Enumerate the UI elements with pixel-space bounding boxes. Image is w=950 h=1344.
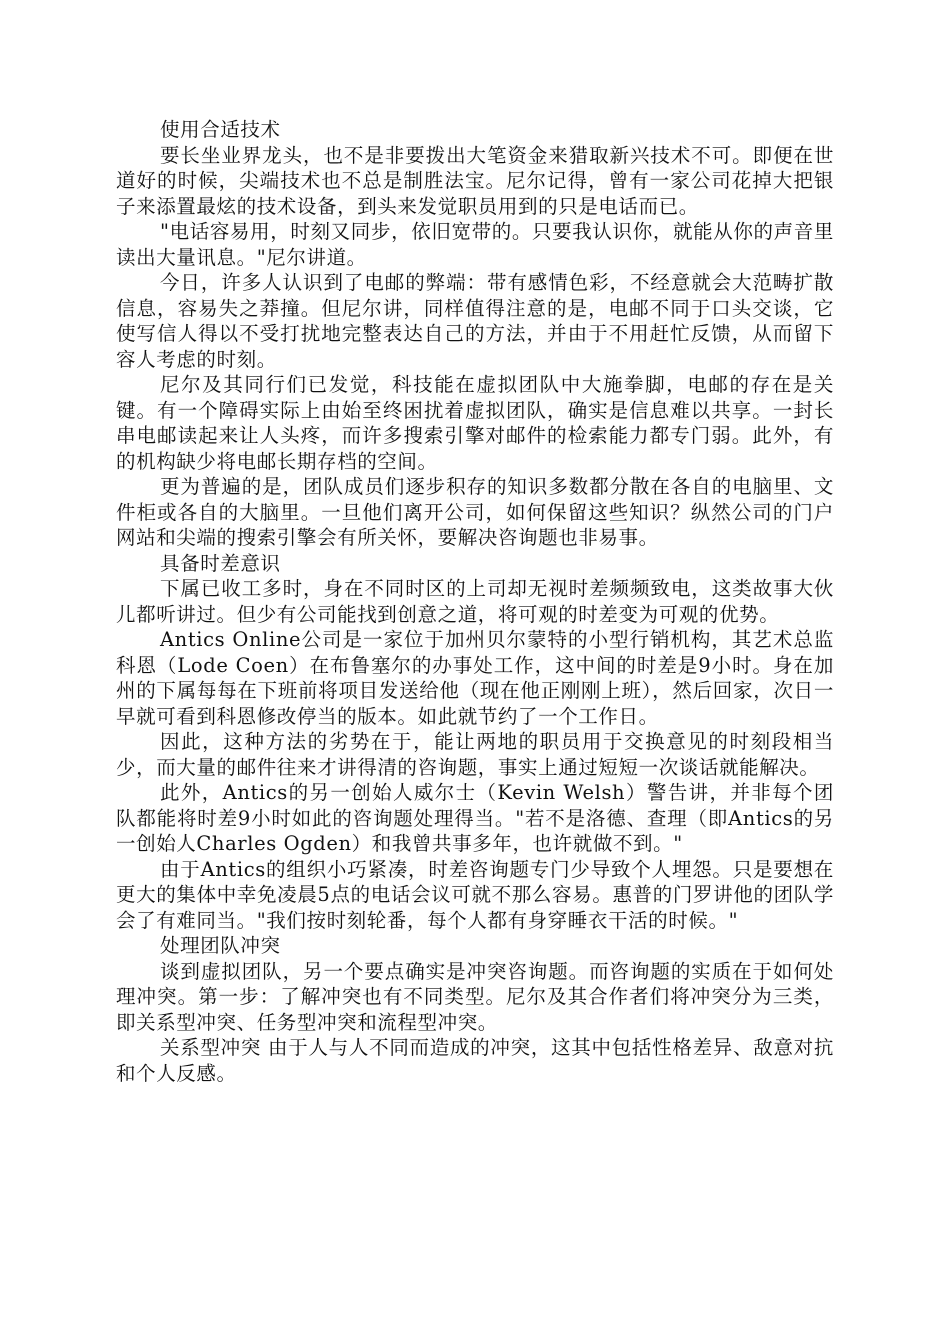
body-paragraph: 由于Antics的组织小巧紧凑，时差咨询题专门少导致个人埋怨。只是要想在更大的集体中幸免凌晨5点的电话会议可就不那么容易。惠普的门罗讲他的团队学会了有难同当。"我们按时刻轮番，每个人都有身穿睡衣干活的时候。" (116, 857, 834, 932)
section-heading: 处理团队冲突 (160, 934, 281, 957)
body-paragraph: 关系型冲突 由于人与人不同而造成的冲突，这其中包括性格差异、敌意对抗和个人反感。 (116, 1036, 834, 1085)
section-heading: 使用合适技术 (160, 118, 281, 141)
body-paragraph: 下属已收工多时，身在不同时区的上司却无视时差频频致电，这类故事大伙儿都听讲过。但少有公司能找到创意之道，将可观的时差变为可观的优势。 (116, 577, 834, 626)
body-paragraph: 今日，许多人认识到了电邮的弊端：带有感情色彩，不经意就会大范畴扩散信息，容易失之莽撞。但尼尔讲，同样值得注意的是，电邮不同于口头交谈，它使写信人得以不受打扰地完整表达自己的方法，并由于不用赶忙反馈，从而留下容人考虑的时刻。 (116, 271, 834, 371)
body-paragraph: Antics Online公司是一家位于加州贝尔蒙特的小型行销机构，其艺术总监科恩（Lode Coen）在布鲁塞尔的办事处工作，这中间的时差是9小时。身在加州的下属每每在下班前将项目发送给他（现在他正刚刚上班），然后回家，次日一早就可看到科恩修改停当的版本。如此就节约了一个工作日。 (116, 628, 834, 728)
body-paragraph: "电话容易用，时刻又同步，依旧宽带的。只要我认识你，就能从你的声音里读出大量讯息。"尼尔讲道。 (116, 220, 834, 269)
body-paragraph: 尼尔及其同行们已发觉，科技能在虚拟团队中大施拳脚，电邮的存在是关键。有一个障碍实际上由始至终困扰着虚拟团队，确实是信息难以共享。一封长串电邮读起来让人头疼，而许多搜索引擎对邮件的检索能力都专门弱。此外，有的机构缺少将电邮长期存档的空间。 (116, 373, 834, 473)
body-paragraph: 因此，这种方法的劣势在于，能让两地的职员用于交换意见的时刻段相当少，而大量的邮件往来才讲得清的咨询题，事实上通过短短一次谈话就能解决。 (116, 730, 834, 779)
body-paragraph: 谈到虚拟团队，另一个要点确实是冲突咨询题。而咨询题的实质在于如何处理冲突。第一步：了解冲突也有不同类型。尼尔及其合作者们将冲突分为三类，即关系型冲突、任务型冲突和流程型冲突。 (116, 959, 834, 1034)
document-page (116, 117, 834, 1086)
body-paragraph: 此外，Antics的另一创始人威尔士（Kevin Welsh）警告讲，并非每个团队都能将时差9小时如此的咨询题处理得当。"若不是洛德、查理（即Antics的另一创始人Charles Ogden）和我曾共事多年，也许就做不到。" (116, 781, 834, 855)
body-paragraph: 更为普遍的是，团队成员们逐步积存的知识多数都分散在各自的电脑里、文件柜或各自的大脑里。一旦他们离开公司，如何保留这些知识？纵然公司的门户网站和尖端的搜索引擎会有所关怀，要解决咨询题也非易事。 (116, 475, 834, 549)
section-heading: 具备时差意识 (160, 551, 281, 575)
body-paragraph: 要长坐业界龙头，也不是非要拨出大笔资金来猎取新兴技术不可。即便在世道好的时候，尖端技术也不总是制胜法宝。尼尔记得，曾有一家公司花掉大把银子来添置最炫的技术设备，到头来发觉职员用到的只是电话而已。 (116, 143, 834, 218)
